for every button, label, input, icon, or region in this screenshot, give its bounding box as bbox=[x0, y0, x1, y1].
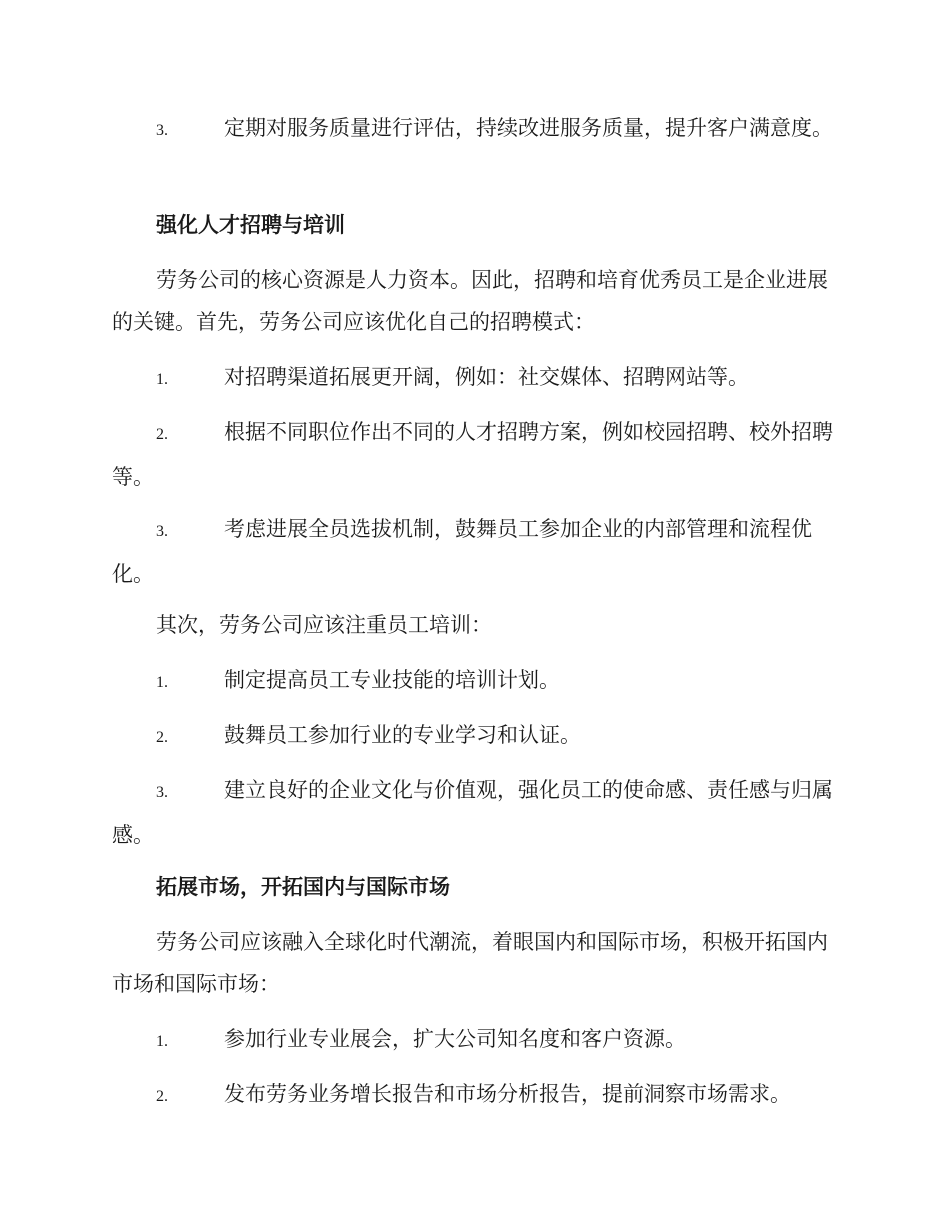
list-item bbox=[112, 659, 834, 704]
list-item-text: 根据不同职位作出不同的人才招聘方案，例如校园招聘、校外招聘等。 bbox=[112, 420, 833, 489]
list-item-text: 参加行业专业展会，扩大公司知名度和客户资源。 bbox=[224, 1027, 686, 1051]
list-item-text: 鼓舞员工参加行业的专业学习和认证。 bbox=[224, 723, 581, 747]
list-number: 1. bbox=[156, 371, 168, 388]
list-item-text: 制定提高员工专业技能的培训计划。 bbox=[224, 668, 560, 692]
list-item-text: 考虑进展全员选拔机制，鼓舞员工参加企业的内部管理和流程优化。 bbox=[112, 517, 812, 586]
section-heading: 强化人才招聘与培训 bbox=[156, 212, 345, 237]
list-number: 3. bbox=[156, 784, 168, 801]
list-number: 2. bbox=[156, 1088, 168, 1105]
paragraph: 劳务公司的核心资源是人力资本。因此，招聘和培育优秀员工是企业进展的关键。首先，劳务公司应该优化自己的招聘模式： bbox=[112, 268, 828, 334]
list-item bbox=[112, 1073, 834, 1118]
list-number: 3. bbox=[156, 122, 168, 139]
list-item-text: 定期对服务质量进行评估，持续改进服务质量，提升客户满意度。 bbox=[224, 116, 833, 140]
list-item bbox=[112, 714, 834, 759]
list-number: 3. bbox=[156, 523, 168, 540]
list-item-text: 对招聘渠道拓展更开阔，例如：社交媒体、招聘网站等。 bbox=[224, 365, 749, 389]
list-number: 2. bbox=[156, 426, 168, 443]
list-item bbox=[112, 1018, 834, 1063]
list-number: 1. bbox=[156, 1033, 168, 1050]
list-item bbox=[112, 356, 834, 401]
paragraph: 其次，劳务公司应该注重员工培训： bbox=[156, 613, 492, 637]
list-item-text: 建立良好的企业文化与价值观，强化员工的使命感、责任感与归属感。 bbox=[112, 778, 833, 847]
list-item bbox=[112, 769, 834, 856]
list-number: 1. bbox=[156, 674, 168, 691]
section-heading: 拓展市场，开拓国内与国际市场 bbox=[156, 874, 450, 899]
list-item bbox=[112, 508, 834, 595]
paragraph: 劳务公司应该融入全球化时代潮流，着眼国内和国际市场，积极开拓国内市场和国际市场： bbox=[112, 930, 828, 996]
list-item-text: 发布劳务业务增长报告和市场分析报告，提前洞察市场需求。 bbox=[224, 1082, 791, 1106]
list-item bbox=[112, 107, 834, 152]
list-item bbox=[112, 411, 834, 498]
list-number: 2. bbox=[156, 729, 168, 746]
